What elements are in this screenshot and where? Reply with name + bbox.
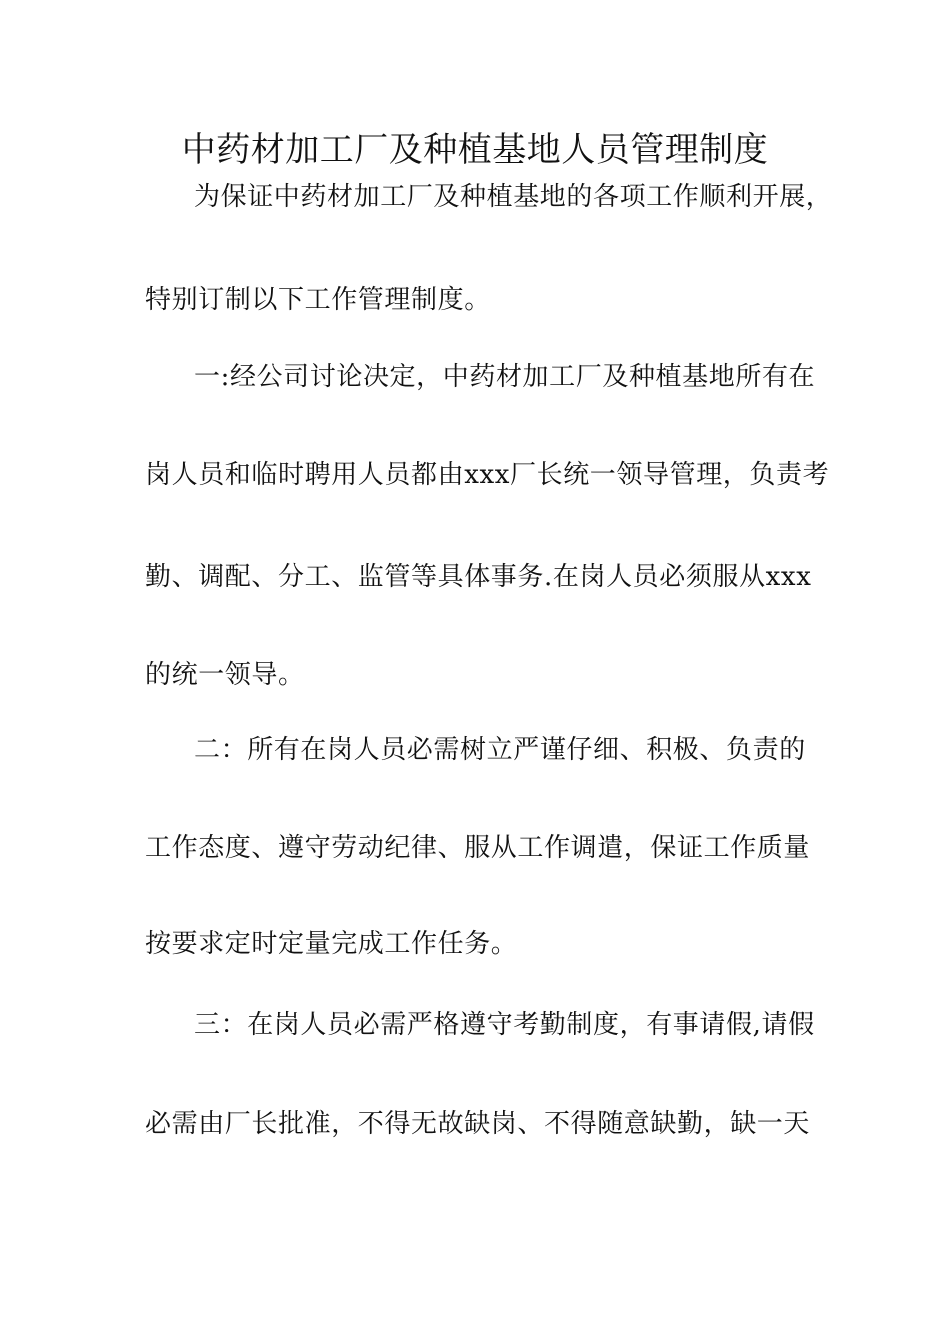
paragraph-two-line-2: 工作态度、遵守劳动纪律、服从工作调遣，保证工作质量: [145, 833, 811, 863]
paragraph-one-line-3: 勤、调配、分工、监管等具体事务.在岗人员必须服从xxx: [145, 562, 812, 592]
paragraph-one-line-4: 的统一领导。: [145, 660, 305, 690]
paragraph-two-line-1: 二：所有在岗人员必需树立严谨仔细、积极、负责的: [194, 735, 806, 765]
paragraph-one-line-2: 岗人员和临时聘用人员都由xxx厂长统一领导管理，负责考: [145, 460, 830, 490]
document-title: 中药材加工厂及种植基地人员管理制度: [181, 130, 769, 170]
paragraph-one-line-1: 一:经公司讨论决定，中药材加工厂及种植基地所有在: [194, 362, 816, 392]
paragraph-three-line-1: 三：在岗人员必需严格遵守考勤制度，有事请假,请假: [194, 1010, 815, 1040]
paragraph-two-line-3: 按要求定时定量完成工作任务。: [145, 929, 518, 959]
paragraph-intro-line-2: 特别订制以下工作管理制度。: [145, 285, 491, 315]
paragraph-intro-line-1: 为保证中药材加工厂及种植基地的各项工作顺利开展，: [194, 182, 833, 212]
paragraph-three-line-2: 必需由厂长批准，不得无故缺岗、不得随意缺勤，缺一天: [145, 1109, 811, 1139]
